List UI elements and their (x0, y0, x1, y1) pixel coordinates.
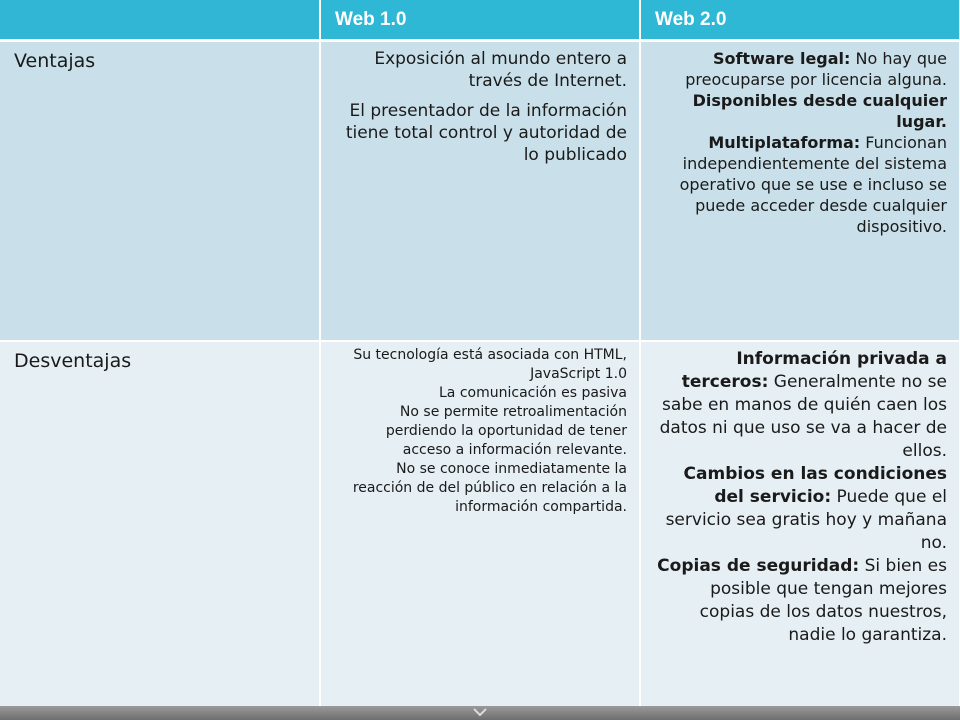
ventajas-web1-p1: Exposición al mundo entero a través de Internet. (374, 49, 627, 91)
item-term: Copias de seguridad: (657, 556, 860, 576)
item-text: Funcionan independientemente del sistema operativo que se use e incluso se puede acceder desde cualquier dispositivo. (679, 133, 947, 236)
desventajas-web1-line-4: No se conoce inmediatamente la reacción de del público en relación a la información compartida. (352, 461, 627, 515)
desventajas-web1-line-2: La comunicación es pasiva (439, 385, 627, 401)
desventajas-web2-cell (640, 341, 960, 720)
item-text: Puede que el servicio sea gratis hoy y mañana no. (665, 487, 947, 553)
desventajas-web2-item-1 (655, 348, 947, 463)
item-term: Multiplataforma: (708, 133, 861, 152)
header-web2: Web 2.0 (640, 0, 960, 41)
row-label-ventajas: Ventajas (0, 41, 320, 342)
row-label-desventajas: Desventajas (0, 341, 320, 720)
row-desventajas (0, 341, 960, 720)
row-ventajas (0, 41, 960, 342)
item-term: Software legal: (712, 49, 851, 68)
desventajas-web1-line-1: Su tecnología está asociada con HTML, JavaScript 1.0 (353, 347, 627, 382)
ventajas-web2-item-3 (655, 132, 947, 237)
ventajas-web2-item-2 (655, 90, 947, 132)
item-term: Cambios en las condiciones del servicio: (683, 464, 947, 507)
item-term: Disponibles desde cualquier lugar. (692, 91, 947, 131)
desventajas-web2-item-2 (655, 463, 947, 555)
ventajas-web2-cell (640, 41, 960, 342)
ventajas-web2-item-1 (655, 48, 947, 90)
header-row (0, 0, 960, 41)
item-text: Si bien es posible que tengan mejores copias de los datos nuestros, nadie lo garantiza. (699, 556, 947, 645)
ventajas-web1-p2: El presentador de la información tiene total control y autoridad de lo publicado (345, 101, 627, 165)
desventajas-web1-line-3: No se permite retroalimentación perdiendo la oportunidad de tener acceso a información relevante. (385, 404, 627, 458)
chevron-icon[interactable] (468, 707, 492, 719)
item-text: Generalmente no se sabe en manos de quién caen los datos ni que uso se va a hacer de ellos. (659, 372, 947, 461)
item-term: Información privada a terceros: (681, 349, 947, 392)
desventajas-web2-item-3 (655, 555, 947, 647)
desventajas-web1-cell (320, 341, 640, 720)
header-corner (0, 0, 320, 41)
item-text: No hay que preocuparse por licencia alguna. (685, 49, 947, 89)
chevron-icon-shape (470, 707, 490, 717)
ventajas-web1-cell (320, 41, 640, 342)
header-web1: Web 1.0 (320, 0, 640, 41)
